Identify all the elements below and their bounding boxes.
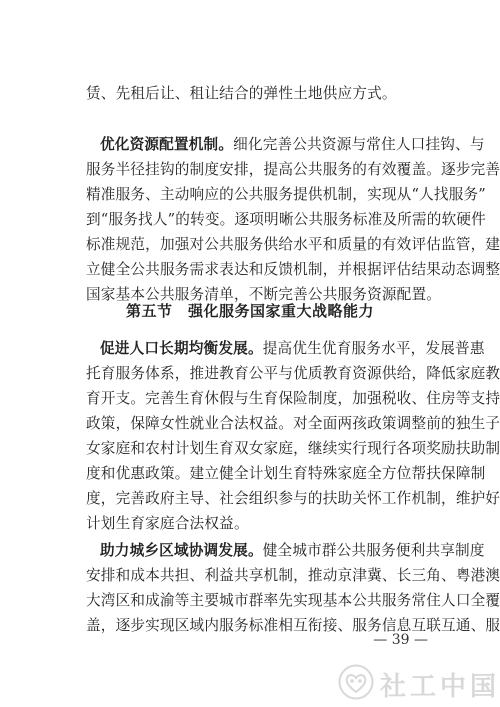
text-line: 度和优惠政策。建立健全计划生育特殊家庭全方位帮扶保障制 <box>86 465 486 482</box>
text-line: 托育服务体系，推进教育公平与优质教育资源供给，降低家庭教 <box>86 365 500 382</box>
text-line: 精准服务、主动响应的公共服务提供机制，实现从“人找服务” <box>86 186 486 203</box>
paragraph-lead: 助力城乡区域协调发展。 <box>100 542 263 559</box>
paragraph-text: 细化完善公共资源与常住人口挂钩、与 <box>233 136 485 153</box>
paragraph-first-line <box>100 339 485 359</box>
text-line: 国家基本公共服务清单，不断完善公共服务资源配置。 <box>86 286 442 303</box>
paragraph-first-line <box>100 541 485 561</box>
text-line: 度，完善政府主导、社会组织参与的扶助关怀工作机制，维护好 <box>86 490 500 507</box>
text-line: 到“服务找人”的转变。逐项明晰公共服务标准及所需的软硬件 <box>86 211 486 228</box>
paragraph-first-line <box>100 135 485 155</box>
text-line: 大湾区和成渝等主要城市群率先实现基本公共服务常住人口全覆 <box>86 592 500 609</box>
text-line: 盖，逐步实现区域内服务标准相互衔接、服务信息互联互通、服 <box>86 617 500 634</box>
text-line: 赁、先租后让、租让结合的弹性土地供应方式。 <box>86 85 397 102</box>
paragraph-text: 健全城市群公共服务便利共享制度 <box>262 542 485 559</box>
paragraph-lead: 优化资源配置机制。 <box>100 136 234 153</box>
text-line: 安排和成本共担、利益共享机制，推动京津冀、长三角、粤港澳 <box>86 567 500 584</box>
paragraph-lead: 促进人口长期均衡发展。 <box>100 340 263 357</box>
paragraph-text: 提高优生优育服务水平，发展普惠 <box>262 340 485 357</box>
watermark <box>332 663 500 702</box>
text-line: 标准规范，加强对公共服务供给水平和质量的有效评估监管，建 <box>86 236 500 253</box>
text-line: 计划生育家庭合法权益。 <box>86 515 249 532</box>
section-heading: 第五节 强化服务国家重大战略能力 <box>125 302 374 320</box>
text-line: 育开支。完善生育休假与生育保险制度，加强税收、住房等支持 <box>86 390 500 407</box>
heart-people-logo-icon <box>338 664 374 700</box>
watermark-text: 社工中国 <box>380 672 500 702</box>
text-line: 服务半径挂钩的制度安排，提高公共服务的有效覆盖。逐步完善 <box>86 161 500 178</box>
text-line: 政策，保障女性就业合法权益。对全面两孩政策调整前的独生子 <box>86 415 500 432</box>
page-number: — 39 — <box>373 632 428 648</box>
text-line: 立健全公共服务需求表达和反馈机制，并根据评估结果动态调整 <box>86 261 500 278</box>
text-line: 女家庭和农村计划生育双女家庭，继续实行现行各项奖励扶助制 <box>86 440 500 457</box>
